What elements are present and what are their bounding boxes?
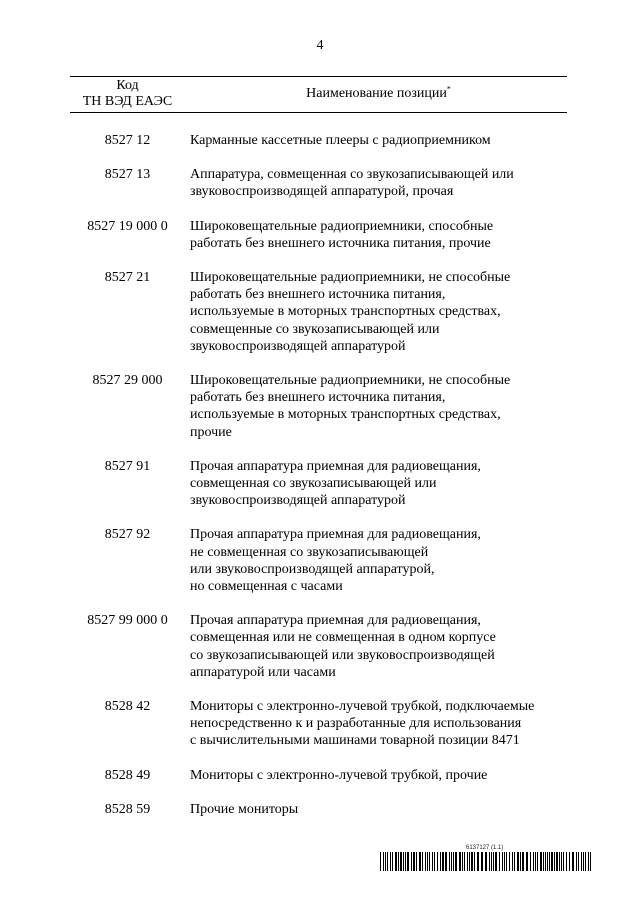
barcode-bar [551, 852, 553, 871]
barcode-bar [563, 852, 564, 871]
barcode-bar [469, 852, 470, 871]
barcode-bar [467, 852, 468, 871]
table-row [70, 801, 567, 818]
barcode-bar [495, 852, 497, 871]
barcode-bar [451, 852, 452, 871]
position-name [190, 269, 567, 355]
barcode-bar [540, 852, 542, 871]
position-name-line: Карманные кассетные плееры с радиоприемником [190, 133, 491, 148]
barcode-bar [504, 852, 505, 871]
barcode-bar [506, 852, 507, 871]
barcode-bar [395, 852, 397, 871]
barcode-bar [489, 852, 490, 871]
position-name-line: совмещенная или не совмещенная в одном корпусе [190, 630, 496, 646]
barcode-bar [432, 852, 433, 871]
barcode-bar [590, 852, 591, 871]
position-name-line: со звукозаписывающей или звуковоспроизводящей [190, 647, 495, 663]
barcode-bar [569, 852, 570, 871]
barcode-image [380, 852, 592, 871]
barcode-bar [549, 852, 550, 871]
barcode-bar [405, 852, 406, 871]
barcode-bar [437, 852, 438, 871]
barcode-bar [502, 852, 503, 871]
tnved-code: 8527 92 [104, 527, 151, 543]
barcode-bar [530, 852, 531, 871]
table-row [70, 218, 567, 252]
barcode-bar [583, 852, 584, 871]
barcode-bar [559, 852, 560, 871]
barcode-bar [581, 852, 582, 871]
tnved-code: 8527 99 000 0 [87, 613, 168, 629]
barcode-bar [561, 852, 562, 871]
barcode-bar [411, 852, 412, 871]
barcode-bar [556, 852, 558, 871]
table-header-top-rule [70, 76, 567, 77]
barcode-bar [407, 852, 409, 871]
position-name-line: аппаратурой или часами [190, 664, 336, 680]
barcode-bar [588, 852, 589, 871]
barcode-bar [522, 852, 524, 871]
position-name-line: Мониторы с электронно-лучевой трубкой, прочие [190, 767, 488, 783]
table-row [70, 269, 567, 355]
barcode-bar [434, 852, 435, 871]
table-header-bottom-rule [70, 112, 567, 113]
barcode-bar [419, 852, 421, 871]
barcode-bar [554, 852, 555, 871]
tnved-code: 8527 12 [104, 133, 151, 148]
barcode-bar [517, 852, 519, 871]
position-name-line: прочие [190, 424, 232, 440]
position-name-line: звуковоспроизводящей аппаратурой [190, 338, 406, 354]
barcode-bar [387, 852, 388, 871]
column-header-name [190, 86, 567, 102]
barcode-bar [477, 852, 479, 871]
barcode-bar [499, 852, 500, 871]
barcode-bar [400, 852, 402, 871]
barcode-bar [459, 852, 461, 871]
barcode-bar [445, 852, 447, 871]
table-row [70, 458, 567, 510]
position-name-line: Широковещательные радиоприемники, не способные [190, 270, 511, 286]
barcode-bar [416, 852, 417, 871]
barcode-bar [509, 852, 510, 871]
tnved-code: 8527 13 [104, 167, 151, 183]
position-name [190, 801, 567, 818]
position-name-line: Мониторы с электронно-лучевой трубкой, подключаемые [190, 699, 535, 715]
column-header-code [70, 78, 185, 110]
position-name-line: с вычислительными машинами товарной позиции 8471 [190, 733, 520, 749]
barcode-bar [455, 852, 457, 871]
barcode-bar [576, 852, 577, 871]
position-name-line: Широковещательные радиоприемники, способные [190, 218, 494, 234]
column-header-name-text: Наименование позиции [306, 86, 447, 101]
barcode-bar [464, 852, 465, 871]
position-name-line: Прочие мониторы [190, 801, 299, 817]
barcode-bar [514, 852, 515, 871]
tnved-code: 8527 29 000 [92, 373, 163, 389]
position-name-line: или звуковоспроизводящей аппаратурой, [190, 561, 435, 577]
barcode-bar [533, 852, 534, 871]
position-name-line: совмещенная со звукозаписывающей или [190, 476, 437, 492]
barcode-bar [545, 852, 546, 871]
barcode-bar [385, 852, 386, 871]
position-name-line: не совмещенная со звукозаписывающей [190, 544, 429, 560]
barcode-bar [398, 852, 399, 871]
position-name-line: Прочая аппаратура приемная для радиовещания, [190, 458, 481, 474]
barcode-bar [485, 852, 487, 871]
position-name [190, 166, 567, 200]
position-name-line: Прочая аппаратура приемная для радиовещания, [190, 527, 481, 543]
barcode-bar [440, 852, 441, 871]
position-name-line: совмещенные со звукозаписывающей или [190, 321, 440, 337]
position-name-line: работать без внешнего источника питания, [190, 390, 446, 406]
barcode-bar [493, 852, 494, 871]
position-name [190, 698, 567, 750]
page-number: 4 [316, 38, 324, 53]
tnved-code: 8527 21 [104, 270, 151, 286]
tnved-code: 8528 42 [104, 699, 151, 715]
tnved-code: 8528 49 [104, 767, 151, 783]
barcode-bar [481, 852, 483, 871]
barcode-bar [462, 852, 463, 871]
barcode-bar [413, 852, 415, 871]
barcode-bar [585, 852, 586, 871]
barcode-bar [520, 852, 521, 871]
barcode-bar [491, 852, 492, 871]
tnved-code: 8527 19 000 0 [87, 218, 168, 234]
position-name-line: непосредственно к и разработанные для использования [190, 716, 522, 732]
position-name-line: звуковоспроизводящей аппаратурой, прочая [190, 184, 454, 200]
barcode-bar [449, 852, 450, 871]
position-name-line: используемые в моторных транспортных средствах, [190, 407, 501, 423]
barcode-bar [390, 852, 391, 871]
barcode-bar [422, 852, 423, 871]
position-name [190, 372, 567, 441]
barcode-bar [512, 852, 513, 871]
barcode-bar [380, 852, 381, 871]
barcode-bar [526, 852, 528, 871]
position-name [190, 612, 567, 681]
column-header-code-line2: ТН ВЭД ЕАЭС [82, 94, 173, 109]
position-name [190, 132, 567, 149]
table-row [70, 526, 567, 595]
table-body [70, 132, 567, 835]
barcode-bar [537, 852, 538, 871]
position-name [190, 767, 567, 784]
column-header-code-line1: Код [116, 78, 139, 93]
barcode-bar [474, 852, 475, 871]
position-name-line: Широковещательные радиоприемники, не способные [190, 373, 511, 389]
table-row [70, 767, 567, 784]
barcode-bar [578, 852, 579, 871]
barcode-bar [535, 852, 536, 871]
position-name-line: звуковоспроизводящей аппаратурой [190, 493, 406, 509]
position-name-line: используемые в моторных транспортных средствах, [190, 304, 501, 320]
barcode-bar [442, 852, 444, 871]
barcode-bar [566, 852, 567, 871]
barcode-bar [392, 852, 393, 871]
table-row [70, 612, 567, 681]
position-name-line: Прочая аппаратура приемная для радиовещания, [190, 613, 481, 629]
barcode-bar [453, 852, 454, 871]
position-name [190, 458, 567, 510]
table-row [70, 166, 567, 200]
barcode-bar [471, 852, 473, 871]
table-row [70, 372, 567, 441]
barcode-bar [427, 852, 428, 871]
position-name [190, 526, 567, 595]
tnved-code: 8527 91 [104, 458, 151, 474]
barcode-bar [383, 852, 384, 871]
position-name [190, 218, 567, 252]
barcode-bar [425, 852, 426, 871]
table-row [70, 132, 567, 149]
barcode-bar [547, 852, 548, 871]
barcode-bar [403, 852, 404, 871]
barcode-bar [572, 852, 574, 871]
position-name-line: Аппаратура, совмещенная со звукозаписывающей или [190, 167, 514, 183]
footnote-mark: * [446, 84, 451, 94]
position-name-line: работать без внешнего источника питания, прочие [190, 235, 491, 251]
barcode-bar [429, 852, 430, 871]
barcode-caption: 6137127 (1.1) [466, 845, 504, 851]
tnved-code: 8528 59 [104, 801, 151, 817]
position-name-line: работать без внешнего источника питания, [190, 287, 446, 303]
table-row [70, 698, 567, 750]
position-name-line: но совмещенная с часами [190, 579, 343, 595]
barcode-bar [543, 852, 544, 871]
